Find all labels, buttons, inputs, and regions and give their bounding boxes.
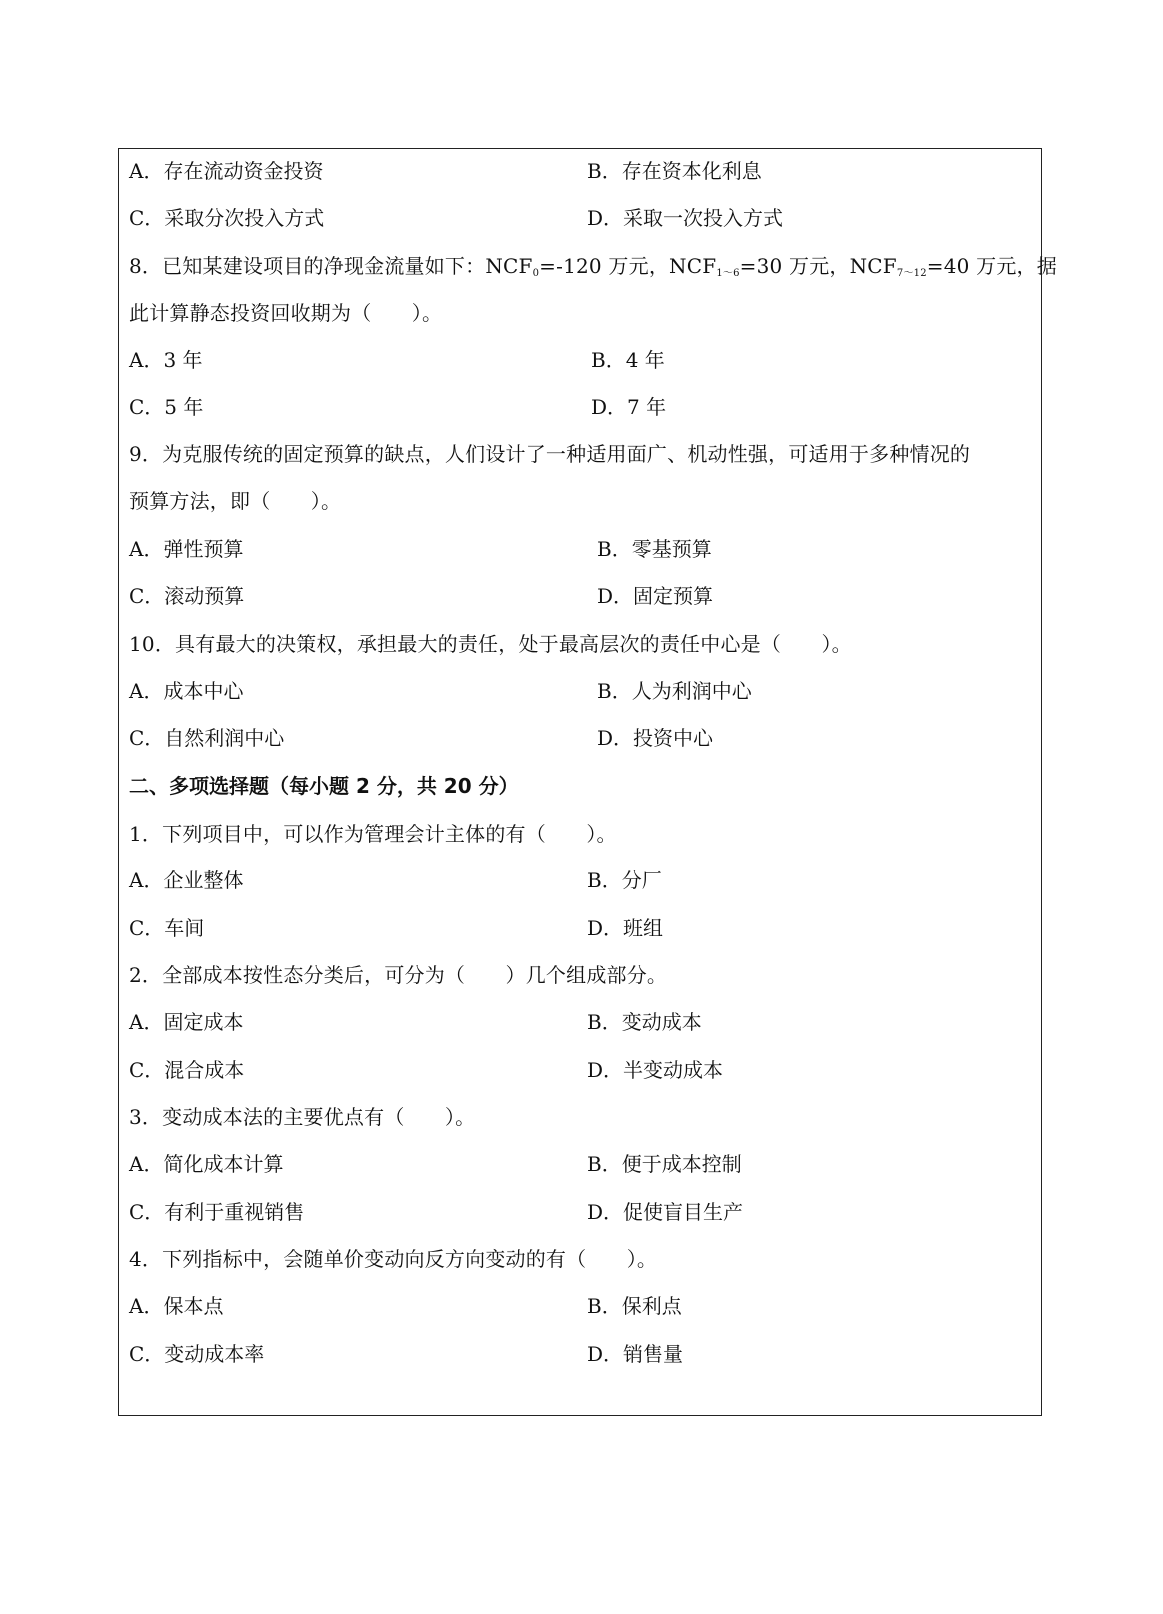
section-heading-multiple-choice: 二、多项选择题（每小题 2 分，共 20 分） [129,774,519,798]
q10-option-b: B．人为利润中心 [597,679,752,703]
m3-stem: 3．变动成本法的主要优点有（ ）。 [129,1105,476,1129]
m3-option-d: D．促使盲目生产 [587,1200,744,1224]
q8-option-c: C．5 年 [129,395,204,419]
m2-option-b: B．变动成本 [587,1010,702,1034]
m2-option-d: D．半变动成本 [587,1058,724,1082]
m2-options-row-1 [129,1006,1031,1038]
q8-stem-part4: =40 万元，据 [926,254,1057,278]
q9-options-row-2 [129,580,1031,612]
q9-option-d: D．固定预算 [597,584,714,608]
q8-stem-part2: =-120 万元，NCF [539,254,717,278]
q7-options-row-1 [129,155,1031,187]
q10-option-d: D．投资中心 [597,726,714,750]
q10-option-c: C．自然利润中心 [129,726,285,750]
q7-option-c: C．采取分次投入方式 [129,206,325,230]
q9-stem-line-1: 9．为克服传统的固定预算的缺点，人们设计了一种适用面广、机动性强，可适用于多种情况的 [129,442,971,466]
m2-option-c: C．混合成本 [129,1058,245,1082]
m1-option-a: A．企业整体 [129,868,244,892]
m4-option-c: C．变动成本率 [129,1342,265,1366]
q9-option-a: A．弹性预算 [129,537,244,561]
q8-stem-part1: 8．已知某建设项目的净现金流量如下：NCF [129,254,533,278]
q7-option-a: A．存在流动资金投资 [129,159,324,183]
m4-option-b: B．保利点 [587,1294,682,1318]
q10-options-row-2 [129,722,1031,754]
q10-option-a: A．成本中心 [129,679,244,703]
m1-option-b: B．分厂 [587,868,662,892]
m4-option-d: D．销售量 [587,1342,684,1366]
q8-options-row-2 [129,391,1031,423]
m3-option-a: A．简化成本计算 [129,1152,284,1176]
q8-option-d: D．7 年 [591,395,667,419]
m1-option-d: D．班组 [587,916,664,940]
m4-options-row-1 [129,1290,1031,1322]
q8-option-a: A．3 年 [129,348,203,372]
q9-option-c: C．滚动预算 [129,584,245,608]
m4-stem: 4．下列指标中，会随单价变动向反方向变动的有（ ）。 [129,1247,658,1271]
q7-options-row-2 [129,202,1031,234]
m1-option-c: C．车间 [129,916,205,940]
m1-stem: 1．下列项目中，可以作为管理会计主体的有（ ）。 [129,822,617,846]
m4-option-a: A．保本点 [129,1294,224,1318]
q10-stem: 10．具有最大的决策权，承担最大的责任，处于最高层次的责任中心是（ ）。 [129,632,852,656]
m3-option-b: B．便于成本控制 [587,1152,742,1176]
q9-stem-line-2: 预算方法，即（ ）。 [129,489,342,513]
q8-stem-line-2: 此计算静态投资回收期为（ ）。 [129,301,443,325]
q8-options-row-1 [129,344,1031,376]
q8-option-b: B．4 年 [591,348,665,372]
m3-options-row-2 [129,1196,1031,1228]
q10-options-row-1 [129,675,1031,707]
m1-options-row-2 [129,912,1031,944]
q8-subscript-2: 1～6 [716,268,740,279]
m2-stem: 2．全部成本按性态分类后，可分为（ ）几个组成部分。 [129,963,668,987]
q8-subscript-1: 0 [532,268,540,279]
q9-option-b: B．零基预算 [597,537,712,561]
m4-options-row-2 [129,1338,1031,1370]
m2-option-a: A．固定成本 [129,1010,244,1034]
m1-options-row-1 [129,864,1031,896]
m2-options-row-2 [129,1054,1031,1086]
m3-options-row-1 [129,1148,1031,1180]
q8-subscript-3: 7～12 [896,268,927,279]
q7-option-b: B．存在资本化利息 [587,159,762,183]
q8-stem-line-1 [129,250,1057,282]
m3-option-c: C．有利于重视销售 [129,1200,305,1224]
q7-option-d: D．采取一次投入方式 [587,206,784,230]
q9-options-row-1 [129,533,1031,565]
question-frame [118,148,1057,1416]
q8-stem-part3: =30 万元，NCF [739,254,897,278]
